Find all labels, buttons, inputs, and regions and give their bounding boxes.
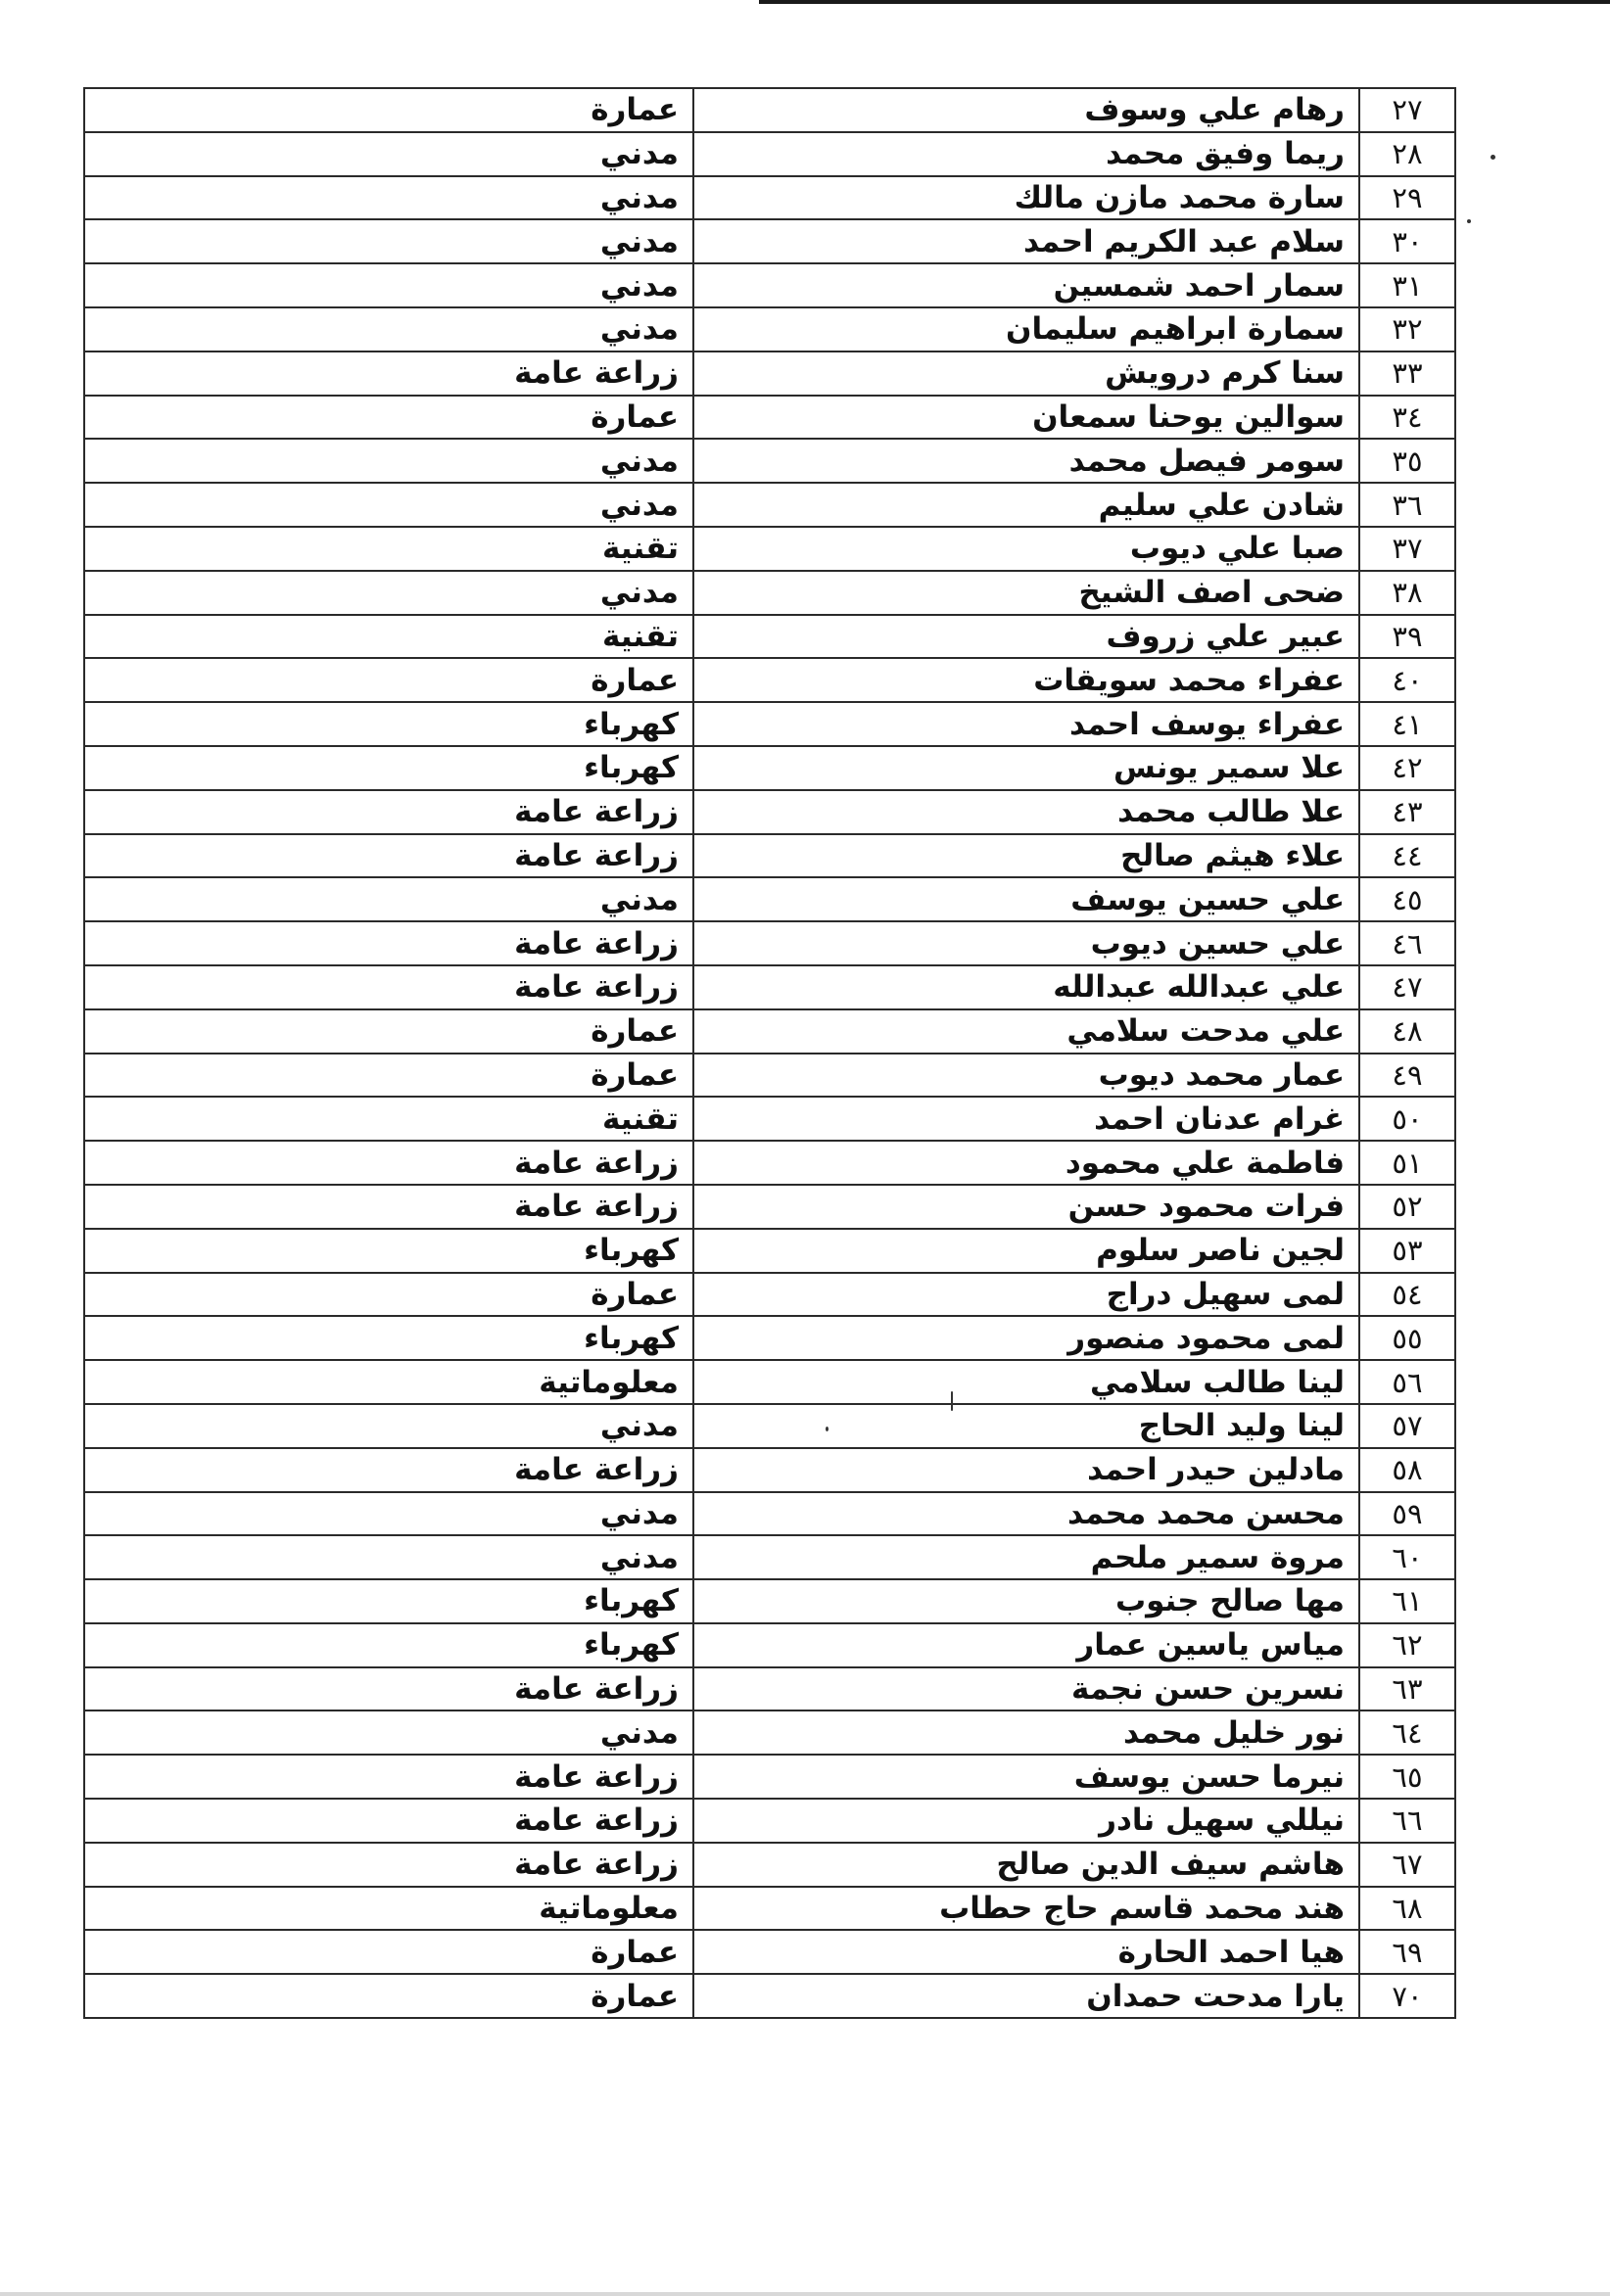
row-number: ٤٣ <box>1359 790 1455 834</box>
scan-speck <box>826 1427 829 1431</box>
row-number: ٤١ <box>1359 702 1455 746</box>
table-row <box>84 1755 1455 1799</box>
specialty: معلوماتية <box>84 1887 693 1931</box>
specialty: تقنية <box>84 615 693 659</box>
student-name: غرام عدنان احمد <box>693 1097 1359 1141</box>
student-name: مياس ياسين عمار <box>693 1623 1359 1667</box>
specialty: مدني <box>84 1404 693 1448</box>
table-row <box>84 439 1455 483</box>
specialty: زراعة عامة <box>84 1843 693 1887</box>
row-number: ٣٥ <box>1359 439 1455 483</box>
specialty: كهرباء <box>84 1316 693 1360</box>
row-number: ٦٣ <box>1359 1667 1455 1711</box>
student-name: علا سمير يونس <box>693 746 1359 790</box>
table-row <box>84 702 1455 746</box>
row-number: ٥٤ <box>1359 1273 1455 1317</box>
student-name: علي حسين يوسف <box>693 877 1359 921</box>
student-name: نسرين حسن نجمة <box>693 1667 1359 1711</box>
specialty: عمارة <box>84 1273 693 1317</box>
student-name: ريما وفيق محمد <box>693 132 1359 176</box>
row-number: ٥٠ <box>1359 1097 1455 1141</box>
student-name: ضحى اصف الشيخ <box>693 571 1359 615</box>
specialty: معلوماتية <box>84 1360 693 1404</box>
table-row <box>84 1141 1455 1185</box>
table-row <box>84 176 1455 220</box>
row-number: ٤٥ <box>1359 877 1455 921</box>
specialty: مدني <box>84 483 693 527</box>
student-name: صبا علي ديوب <box>693 527 1359 571</box>
row-number: ٣٢ <box>1359 307 1455 351</box>
table-row <box>84 965 1455 1009</box>
row-number: ٦٥ <box>1359 1755 1455 1799</box>
specialty: عمارة <box>84 1054 693 1098</box>
row-number: ٣٨ <box>1359 571 1455 615</box>
table-row <box>84 1930 1455 1974</box>
specialty: زراعة عامة <box>84 1667 693 1711</box>
row-number: ٤٦ <box>1359 921 1455 965</box>
specialty: عمارة <box>84 1009 693 1054</box>
row-number: ٤٧ <box>1359 965 1455 1009</box>
student-name: عمار محمد ديوب <box>693 1054 1359 1098</box>
student-name: هند محمد قاسم حاج حطاب <box>693 1887 1359 1931</box>
student-name: فرات محمود حسن <box>693 1185 1359 1229</box>
row-number: ٣٤ <box>1359 396 1455 440</box>
specialty: زراعة عامة <box>84 834 693 878</box>
row-number: ٦٦ <box>1359 1799 1455 1843</box>
table-row <box>84 571 1455 615</box>
specialty: عمارة <box>84 1974 693 2018</box>
table-row <box>84 1579 1455 1623</box>
specialty: زراعة عامة <box>84 1185 693 1229</box>
student-name: عفراء محمد سويقات <box>693 658 1359 702</box>
specialty: كهرباء <box>84 1229 693 1273</box>
student-name: علاء هيثم صالح <box>693 834 1359 878</box>
specialty: كهرباء <box>84 746 693 790</box>
row-number: ٥٦ <box>1359 1360 1455 1404</box>
table-row <box>84 1097 1455 1141</box>
student-name: علا طالب محمد <box>693 790 1359 834</box>
students-table <box>83 87 1456 2019</box>
student-name: علي عبدالله عبدالله <box>693 965 1359 1009</box>
table-row <box>84 1404 1455 1448</box>
row-number: ٥٥ <box>1359 1316 1455 1360</box>
row-number: ٥٧ <box>1359 1404 1455 1448</box>
table-row <box>84 658 1455 702</box>
student-name: شادن علي سليم <box>693 483 1359 527</box>
row-number: ٣٣ <box>1359 351 1455 396</box>
student-name: لينا طالب سلامي <box>693 1360 1359 1404</box>
student-name: سوالين يوحنا سمعان <box>693 396 1359 440</box>
specialty: زراعة عامة <box>84 965 693 1009</box>
row-number: ٧٠ <box>1359 1974 1455 2018</box>
row-number: ٤٩ <box>1359 1054 1455 1098</box>
row-number: ٤٨ <box>1359 1009 1455 1054</box>
table-row <box>84 1623 1455 1667</box>
specialty: كهرباء <box>84 702 693 746</box>
table-row <box>84 1229 1455 1273</box>
row-number: ٦٩ <box>1359 1930 1455 1974</box>
specialty: مدني <box>84 1535 693 1579</box>
table-row <box>84 1185 1455 1229</box>
scan-edge-top <box>759 0 1610 4</box>
table-row <box>84 483 1455 527</box>
table-row <box>84 1799 1455 1843</box>
row-number: ٢٧ <box>1359 88 1455 132</box>
row-number: ٤٠ <box>1359 658 1455 702</box>
table-row <box>84 1710 1455 1755</box>
student-name: سنا كرم درويش <box>693 351 1359 396</box>
student-name: سلام عبد الكريم احمد <box>693 219 1359 263</box>
specialty: تقنية <box>84 1097 693 1141</box>
row-number: ٢٩ <box>1359 176 1455 220</box>
student-name: لينا وليد الحاج <box>693 1404 1359 1448</box>
table-row <box>84 1492 1455 1536</box>
row-number: ٦٧ <box>1359 1843 1455 1887</box>
row-number: ٢٨ <box>1359 132 1455 176</box>
specialty: عمارة <box>84 88 693 132</box>
student-name: سمارة ابراهيم سليمان <box>693 307 1359 351</box>
specialty: مدني <box>84 1492 693 1536</box>
row-number: ٦٨ <box>1359 1887 1455 1931</box>
row-number: ٣١ <box>1359 263 1455 307</box>
student-name: علي مدحت سلامي <box>693 1009 1359 1054</box>
specialty: مدني <box>84 571 693 615</box>
table-row <box>84 219 1455 263</box>
table-row <box>84 1448 1455 1492</box>
specialty: مدني <box>84 439 693 483</box>
specialty: مدني <box>84 176 693 220</box>
student-name: مادلين حيدر احمد <box>693 1448 1359 1492</box>
table-row <box>84 1667 1455 1711</box>
student-name: نور خليل محمد <box>693 1710 1359 1755</box>
table-row <box>84 1974 1455 2018</box>
student-name: فاطمة علي محمود <box>693 1141 1359 1185</box>
row-number: ٥٨ <box>1359 1448 1455 1492</box>
table-row <box>84 746 1455 790</box>
student-name: لجين ناصر سلوم <box>693 1229 1359 1273</box>
specialty: زراعة عامة <box>84 1448 693 1492</box>
specialty: زراعة عامة <box>84 790 693 834</box>
specialty: مدني <box>84 877 693 921</box>
row-number: ٦٤ <box>1359 1710 1455 1755</box>
row-number: ٥٩ <box>1359 1492 1455 1536</box>
table-row <box>84 834 1455 878</box>
student-name: هاشم سيف الدين صالح <box>693 1843 1359 1887</box>
row-number: ٦٢ <box>1359 1623 1455 1667</box>
table-row <box>84 1535 1455 1579</box>
row-number: ٥١ <box>1359 1141 1455 1185</box>
specialty: زراعة عامة <box>84 1755 693 1799</box>
specialty: كهرباء <box>84 1623 693 1667</box>
student-name: يارا مدحت حمدان <box>693 1974 1359 2018</box>
student-name: نيرما حسن يوسف <box>693 1755 1359 1799</box>
specialty: زراعة عامة <box>84 921 693 965</box>
student-name: محسن محمد محمد <box>693 1492 1359 1536</box>
specialty: زراعة عامة <box>84 1799 693 1843</box>
student-name: لمى محمود منصور <box>693 1316 1359 1360</box>
student-name: نيللي سهيل نادر <box>693 1799 1359 1843</box>
scan-edge-bottom <box>0 2292 1610 2296</box>
student-name: علي حسين ديوب <box>693 921 1359 965</box>
table-row <box>84 527 1455 571</box>
scan-speck <box>1491 155 1495 160</box>
specialty: تقنية <box>84 527 693 571</box>
student-name: سارة محمد مازن مالك <box>693 176 1359 220</box>
specialty: كهرباء <box>84 1579 693 1623</box>
student-name: لمى سهيل دراج <box>693 1273 1359 1317</box>
specialty: عمارة <box>84 658 693 702</box>
row-number: ٣٧ <box>1359 527 1455 571</box>
table-row <box>84 1316 1455 1360</box>
specialty: مدني <box>84 263 693 307</box>
specialty: زراعة عامة <box>84 351 693 396</box>
table-row <box>84 396 1455 440</box>
specialty: مدني <box>84 307 693 351</box>
table-row <box>84 1009 1455 1054</box>
row-number: ٤٢ <box>1359 746 1455 790</box>
row-number: ٣٩ <box>1359 615 1455 659</box>
row-number: ٦٠ <box>1359 1535 1455 1579</box>
student-name: مروة سمير ملحم <box>693 1535 1359 1579</box>
row-number: ٣٦ <box>1359 483 1455 527</box>
table-row <box>84 1843 1455 1887</box>
table-row <box>84 1887 1455 1931</box>
row-number: ٤٤ <box>1359 834 1455 878</box>
table-row <box>84 263 1455 307</box>
row-number: ٥٢ <box>1359 1185 1455 1229</box>
student-name: عبير علي زروف <box>693 615 1359 659</box>
scan-speck <box>1467 219 1471 223</box>
student-name: سمار احمد شمسين <box>693 263 1359 307</box>
scan-speck <box>951 1391 953 1411</box>
row-number: ٦١ <box>1359 1579 1455 1623</box>
table-row <box>84 615 1455 659</box>
specialty: مدني <box>84 1710 693 1755</box>
student-name: مها صالح جنوب <box>693 1579 1359 1623</box>
row-number: ٥٣ <box>1359 1229 1455 1273</box>
specialty: عمارة <box>84 1930 693 1974</box>
specialty: مدني <box>84 219 693 263</box>
specialty: عمارة <box>84 396 693 440</box>
student-name: هيا احمد الحارة <box>693 1930 1359 1974</box>
row-number: ٣٠ <box>1359 219 1455 263</box>
student-name: رهام علي وسوف <box>693 88 1359 132</box>
student-name: عفراء يوسف احمد <box>693 702 1359 746</box>
table-row <box>84 351 1455 396</box>
table-row <box>84 307 1455 351</box>
table-row <box>84 790 1455 834</box>
student-name: سومر فيصل محمد <box>693 439 1359 483</box>
table-row <box>84 1273 1455 1317</box>
specialty: زراعة عامة <box>84 1141 693 1185</box>
table-body <box>84 88 1455 2018</box>
table-row <box>84 132 1455 176</box>
specialty: مدني <box>84 132 693 176</box>
table-row <box>84 1360 1455 1404</box>
table-row <box>84 921 1455 965</box>
table-row <box>84 88 1455 132</box>
table-row <box>84 1054 1455 1098</box>
table-row <box>84 877 1455 921</box>
